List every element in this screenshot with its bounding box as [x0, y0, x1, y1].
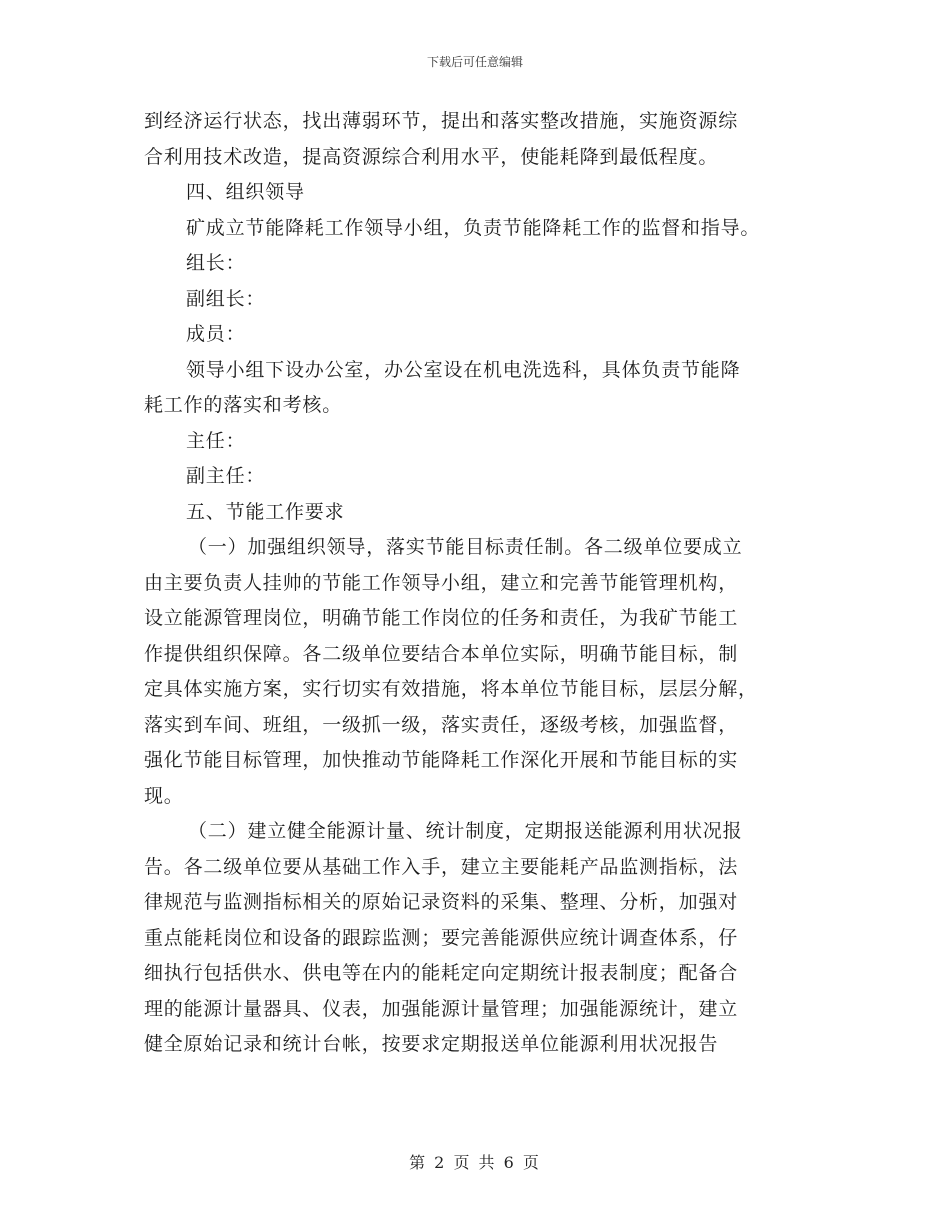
text-line: 律规范与监测指标相关的原始记录资料的采集、整理、分析，加强对 [144, 891, 739, 913]
text-line: （二）建立健全能源计量、统计制度，定期报送能源利用状况报 [188, 820, 743, 842]
text-line: 主任： [186, 429, 246, 452]
text-line: 成员： [186, 323, 246, 345]
text-line: 领导小组下设办公室，办公室设在机电洗选科，具体负责节能降 [186, 358, 741, 381]
text-line: 落实到车间、班组，一级抓一级，落实责任，逐级考核，加强监督， [144, 713, 739, 736]
text-line: 现。 [144, 784, 184, 807]
text-line: 健全原始记录和统计台帐，按要求定期报送单位能源利用状况报告 [144, 1033, 719, 1055]
text-line: 细执行包括供水、供电等在内的能耗定向定期统计报表制度；配备合 [144, 962, 739, 984]
text-line: 理的能源计量器具、仪表，加强能源计量管理；加强能源统计，建立 [144, 997, 739, 1020]
text-line: 强化节能目标管理，加快推动节能降耗工作深化开展和节能目标的实 [144, 749, 739, 771]
text-line: 副主任： [186, 465, 266, 487]
text-line: 副组长： [186, 287, 266, 310]
document-body [144, 104, 814, 1063]
page-footer: 第 2 页 共 6 页 [409, 1153, 541, 1172]
text-line: 重点能耗岗位和设备的跟踪监测；要完善能源供应统计调查体系，仔 [144, 926, 739, 949]
text-line: 耗工作的落实和考核。 [144, 394, 343, 416]
text-line: （一）加强组织领导，落实节能目标责任制。各二级单位要成立 [188, 536, 743, 558]
text-line: 合利用技术改造，提高资源综合利用水平，使能耗降到最低程度。 [144, 145, 719, 168]
text-line: 组长： [186, 252, 246, 274]
page-header: 下载后可任意编辑 [426, 55, 523, 69]
text-line: 告。各二级单位要从基础工作入手，建立主要能耗产品监测指标，法 [144, 855, 739, 878]
text-line: 四、组织领导 [186, 181, 305, 203]
text-line: 五、节能工作要求 [186, 500, 345, 523]
text-line: 矿成立节能降耗工作领导小组，负责节能降耗工作的监督和指导。 [186, 216, 761, 239]
text-line: 作提供组织保障。各二级单位要结合本单位实际，明确节能目标，制 [144, 642, 739, 665]
text-line: 由主要负责人挂帅的节能工作领导小组，建立和完善节能管理机构， [144, 571, 739, 594]
text-line: 定具体实施方案，实行切实有效措施，将本单位节能目标，层层分解， [144, 678, 758, 700]
text-line: 设立能源管理岗位，明确节能工作岗位的任务和责任，为我矿节能工 [144, 607, 739, 629]
text-line: 到经济运行状态，找出薄弱环节，提出和落实整改措施，实施资源综 [144, 110, 739, 132]
